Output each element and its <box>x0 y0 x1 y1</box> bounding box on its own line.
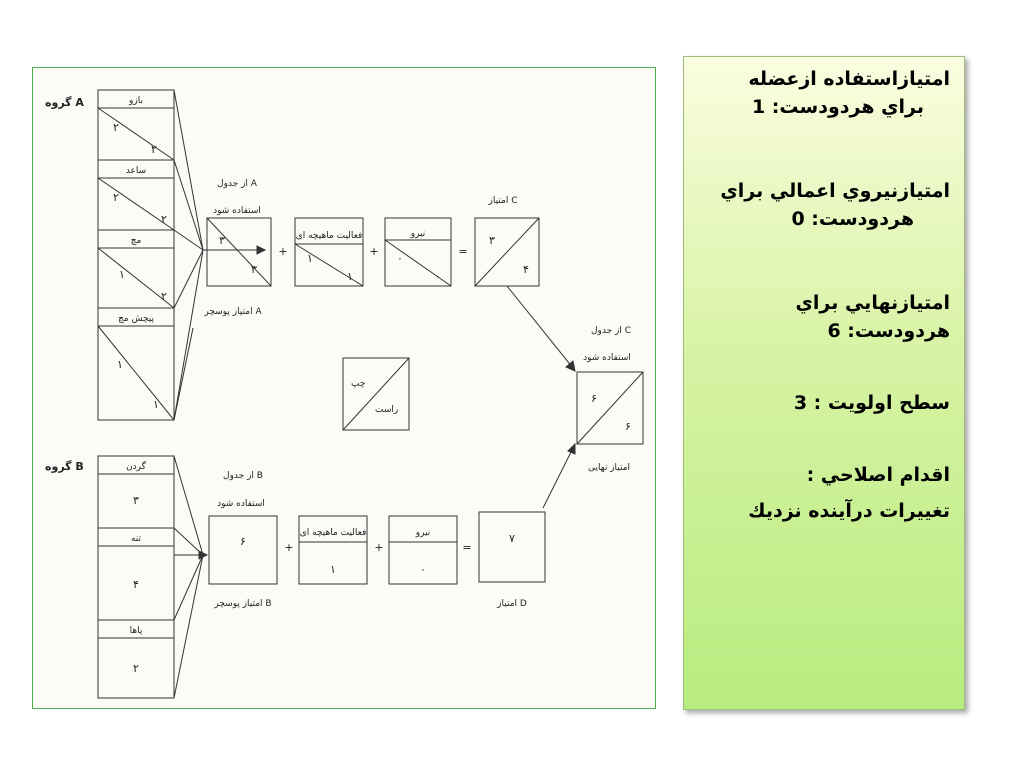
from-table-b: از جدول B <box>223 471 263 481</box>
posture-a-label: امتياز پوسچر A <box>204 307 262 317</box>
forearm-score-bottom: ٢ <box>161 213 167 226</box>
wrist-twist-score-bottom: ١ <box>153 398 159 411</box>
muscle-a-label: فعاليت ماهيچه اى <box>295 231 363 241</box>
trunk-score: ۴ <box>133 578 139 591</box>
group-b-label: گروه B <box>45 460 84 473</box>
muscle-a-bottom: ١ <box>347 270 353 283</box>
from-table-a: از جدول A <box>217 179 257 189</box>
from-table-c: از جدول C <box>590 326 632 336</box>
legs-label: پاها <box>129 626 143 636</box>
score-d-box <box>479 512 545 582</box>
force-b-label: نيرو <box>415 528 431 538</box>
score-c-top: ٣ <box>489 234 495 247</box>
forearm-label: ساعد <box>125 166 147 176</box>
trunk-label: تنه <box>130 534 142 544</box>
score-c-box <box>475 218 539 286</box>
wrist-score-bottom: ٢ <box>161 290 167 303</box>
side-right-label: راست <box>375 405 399 415</box>
score-c-bottom: ۴ <box>523 263 529 276</box>
neck-label: گردن <box>126 462 146 472</box>
side-box <box>343 358 409 430</box>
legs-score: ٢ <box>133 662 139 675</box>
corrective-action-heading: اقدام اصلاحي : <box>806 464 950 486</box>
muscle-b-label: فعاليت ماهيچه اى <box>299 528 367 538</box>
final-score-line2: هردودست: 6 <box>827 320 950 342</box>
score-d-value: ٧ <box>509 532 515 545</box>
group-a-column <box>98 90 174 420</box>
force-a-bottom: ٠ <box>435 270 441 283</box>
arm-label: بازو <box>129 96 143 106</box>
plus-b1: + <box>284 541 294 554</box>
posture-b-box <box>209 516 277 584</box>
group-a-connectors <box>174 90 265 420</box>
neck-score: ٣ <box>133 494 139 507</box>
final-score-top: ۶ <box>591 392 597 405</box>
forearm-score-top: ٢ <box>113 191 119 204</box>
corrective-action-value: تغييرات درآينده نزديك <box>748 500 950 522</box>
row-a-should-use: استفاده شود <box>213 206 261 216</box>
group-a-label: گروه A <box>45 96 84 109</box>
plus-a2: + <box>369 245 379 258</box>
score-d-label: امتياز D <box>497 599 527 609</box>
equals-a: = <box>458 245 468 258</box>
posture-b-label: امتياز پوسچر B <box>214 599 272 609</box>
force-score-line2: هردودست: 0 <box>791 208 914 230</box>
wrist-score-top: ١ <box>119 268 125 281</box>
score-c-label: امتياز C <box>488 196 518 206</box>
plus-b2: + <box>374 541 384 554</box>
arrows-to-final <box>507 286 575 508</box>
muscle-a-top: ١ <box>307 252 313 265</box>
posture-a-top: ٣ <box>219 234 225 247</box>
group-b-connectors <box>174 456 203 698</box>
final-score-label: امتياز نهايى <box>587 463 631 473</box>
group-b-arrow <box>174 551 207 559</box>
muscle-b-value: ١ <box>330 563 336 576</box>
side-left-label: چپ <box>351 379 366 389</box>
force-a-label: نيرو <box>410 229 426 239</box>
final-score-bottom: ۶ <box>625 420 631 433</box>
force-b-value: ٠ <box>420 563 426 576</box>
wrist-label: مچ <box>130 236 142 246</box>
priority-level: سطح اولويت : 3 <box>793 392 950 414</box>
force-a-top: ٠ <box>397 252 403 265</box>
wrist-twist-label: پيچش مچ <box>118 314 154 324</box>
plus-a1: + <box>278 245 288 258</box>
result-text-panel <box>683 56 965 710</box>
wrist-twist-score-top: ١ <box>117 358 123 371</box>
final-score-box <box>577 372 643 444</box>
muscle-use-score-line2: براي هردودست: 1 <box>751 96 924 118</box>
arm-score-top: ٢ <box>113 121 119 134</box>
final-score-line1: امتيازنهايي براي <box>795 292 950 314</box>
rula-diagram <box>32 67 656 709</box>
muscle-use-score-line1: امتيازاستفاده ازعضله <box>748 68 950 90</box>
posture-a-bottom: ٣ <box>251 263 257 276</box>
equals-b: = <box>462 541 472 554</box>
posture-b-value: ۶ <box>240 535 246 548</box>
row-b-should-use: استفاده شود <box>217 499 265 509</box>
final-should-use: استفاده شود <box>583 353 631 363</box>
force-score-line1: امتيازنيروي اعمالي براي <box>720 180 950 202</box>
arm-score-bottom: ٢ <box>151 143 157 156</box>
